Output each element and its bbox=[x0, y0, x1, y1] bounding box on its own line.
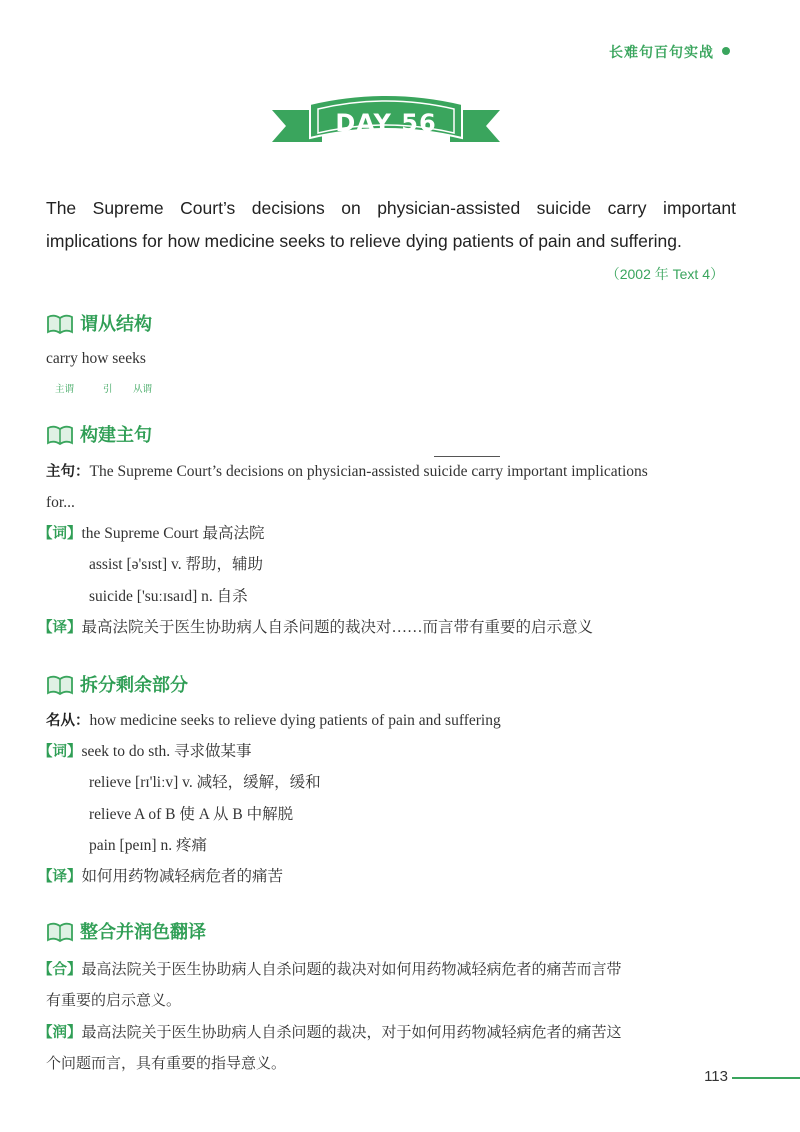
section-heading-main-clause bbox=[46, 421, 152, 447]
main-clause-line-2: for... bbox=[46, 494, 75, 511]
translation-text: 最高法院关于医生协助病人自杀问题的裁决对……而言带有重要的启示意义 bbox=[81, 619, 594, 636]
noun-clause-line bbox=[46, 705, 736, 737]
section-heading-remaining bbox=[46, 671, 188, 697]
main-clause-line bbox=[46, 456, 736, 488]
label-pred: 主谓 bbox=[55, 384, 75, 395]
day-banner-text: DAY 56 bbox=[335, 109, 437, 137]
open-book-icon bbox=[46, 919, 74, 943]
translation-text: 如何用药物减轻病危者的痛苦 bbox=[81, 868, 284, 885]
combined-text-2: 有重要的启示意义。 bbox=[46, 991, 182, 1009]
ribbon-icon bbox=[270, 90, 502, 156]
page-number: 113 bbox=[704, 1068, 728, 1085]
translation-tag: 【译】 bbox=[38, 869, 82, 885]
open-book-icon bbox=[46, 311, 74, 335]
polished-translation bbox=[38, 1017, 724, 1049]
section-title: 构建主句 bbox=[80, 425, 152, 446]
section-title: 拆分剩余部分 bbox=[80, 675, 188, 696]
noun-clause-label: 名从： bbox=[46, 713, 90, 729]
vocab-row bbox=[38, 736, 728, 768]
vocab-item: pain [peɪn] n. 疼痛 bbox=[89, 837, 207, 854]
vocab-row bbox=[38, 518, 728, 550]
vocab-item: relieve [rɪ'liːv] v. 减轻，缓解，缓和 bbox=[89, 774, 321, 791]
footer-rule bbox=[732, 1077, 800, 1079]
polished-tag: 【润】 bbox=[38, 1025, 82, 1041]
section-heading-structure bbox=[46, 310, 152, 336]
translation-row bbox=[38, 612, 728, 644]
vocab-tag: 【词】 bbox=[38, 526, 82, 542]
vocab-tag: 【词】 bbox=[38, 744, 82, 760]
combined-text-1: 最高法院关于医生协助病人自杀问题的裁决对如何用药物减轻病危者的痛苦而言带 bbox=[81, 960, 622, 978]
vocab-item: relieve A of B 使 A 从 B 中解脱 bbox=[89, 806, 294, 823]
open-book-icon bbox=[46, 422, 74, 446]
vocab-item: the Supreme Court 最高法院 bbox=[81, 525, 265, 542]
vocab-item: suicide ['suːɪsaɪd] n. 自杀 bbox=[89, 588, 248, 605]
open-book-icon bbox=[46, 672, 74, 696]
sentence-source: （2002 年 Text 4） bbox=[605, 266, 724, 282]
combined-translation bbox=[38, 954, 724, 986]
noun-clause-text: how medicine seeks to relieve dying patients of pain and suffering bbox=[89, 712, 501, 729]
day-banner bbox=[270, 90, 502, 156]
section-heading-final bbox=[46, 918, 206, 944]
running-header-title: 长难句百句实战 bbox=[609, 45, 714, 61]
translation-tag: 【译】 bbox=[38, 620, 82, 636]
polished-text-1: 最高法院关于医生协助病人自杀问题的裁决，对于如何用药物减轻病危者的痛苦这 bbox=[81, 1023, 622, 1041]
section-title: 谓从结构 bbox=[80, 314, 152, 335]
vocab-item: seek to do sth. 寻求做某事 bbox=[81, 743, 252, 760]
main-sentence: The Supreme Court’s decisions on physician-assisted suicide carry important implications for how medicine seeks to relieve dying patients of pain and suffering. bbox=[46, 198, 736, 251]
main-clause-text: The Supreme Court’s decisions on physician-assisted suicide carry important implications bbox=[89, 463, 648, 480]
structure-line: carry how seeks bbox=[46, 350, 146, 367]
label-sub: 从谓 bbox=[133, 384, 153, 395]
combined-tag: 【合】 bbox=[38, 962, 82, 978]
header-dot-icon bbox=[722, 47, 730, 55]
vocab-item: assist [ə'sɪst] v. 帮助，辅助 bbox=[89, 556, 264, 573]
section-title: 整合并润色翻译 bbox=[80, 922, 206, 943]
main-clause-label: 主句： bbox=[46, 464, 90, 480]
label-intro: 引 bbox=[103, 384, 113, 395]
polished-text-2: 个问题而言，具有重要的指导意义。 bbox=[46, 1054, 287, 1072]
translation-row bbox=[38, 861, 728, 893]
